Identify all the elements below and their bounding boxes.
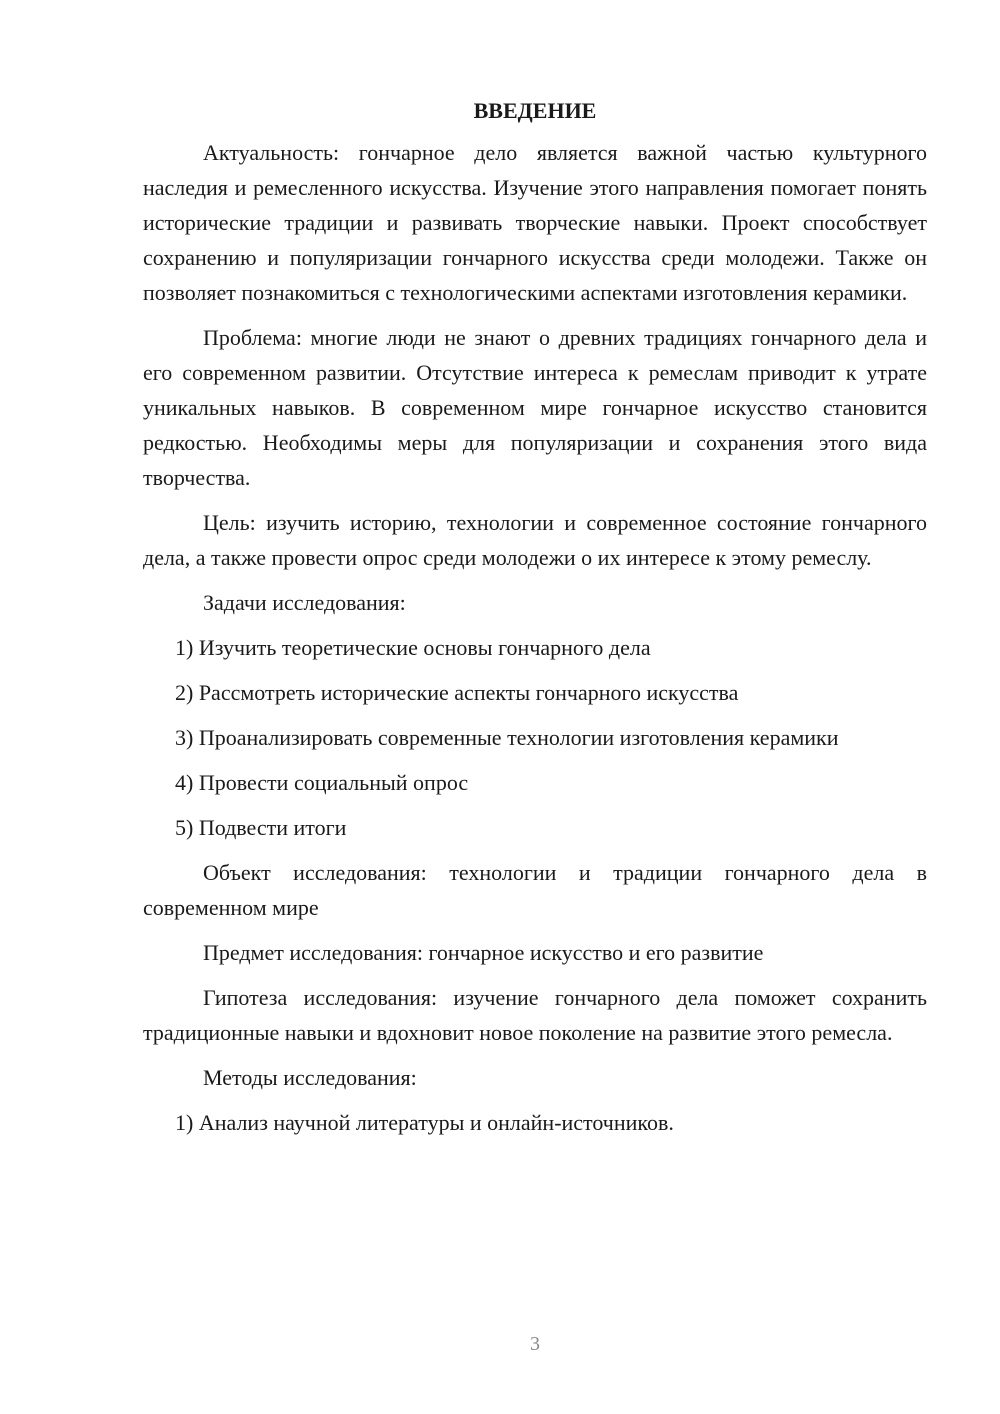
paragraph-hypothesis: Гипотеза исследования: изучение гончарного дела поможет сохранить традиционные навыки и вдохновит новое поколение на развитие этого ремесла. [143,985,927,1045]
paragraph-relevance: Актуальность: гончарное дело является важной частью культурного наследия и ремесленного искусства. Изучение этого направления помогает понять исторические традиции и развивать творческие навыки. Проект способствует сохранению и популяризации гончарного искусства среди молодежи. Также он позволяет познакомиться с технологическими аспектами изготовления керамики. [143,140,927,305]
method-item-1: 1) Анализ научной литературы и онлайн-источников. [175,1110,674,1135]
page-content [143,96,927,1150]
page-number: 3 [530,1333,540,1355]
task-item-1: 1) Изучить теоретические основы гончарного дела [175,635,651,660]
methods-heading: Методы исследования: [203,1065,417,1090]
page-title: ВВЕДЕНИЕ [473,98,597,123]
task-item-5: 5) Подвести итоги [175,815,347,840]
task-item-2: 2) Рассмотреть исторические аспекты гончарного искусства [175,680,739,705]
task-item-4: 4) Провести социальный опрос [175,770,469,795]
paragraph-problem: Проблема: многие люди не знают о древних традициях гончарного дела и его современном развитии. Отсутствие интереса к ремеслам приводит к утрате уникальных навыков. В современном мире гончарное искусство становится редкостью. Необходимы меры для популяризации и сохранения этого вида творчества. [143,325,927,490]
paragraph-goal: Цель: изучить историю, технологии и современное состояние гончарного дела, а также провести опрос среди молодежи о их интересе к этому ремеслу. [143,510,927,570]
tasks-heading: Задачи исследования: [203,590,406,615]
paragraph-subject: Предмет исследования: гончарное искусство и его развитие [203,940,764,965]
task-item-3: 3) Проанализировать современные технологии изготовления керамики [175,725,839,750]
paragraph-object: Объект исследования: технологии и традиции гончарного дела в современном мире [143,860,927,920]
